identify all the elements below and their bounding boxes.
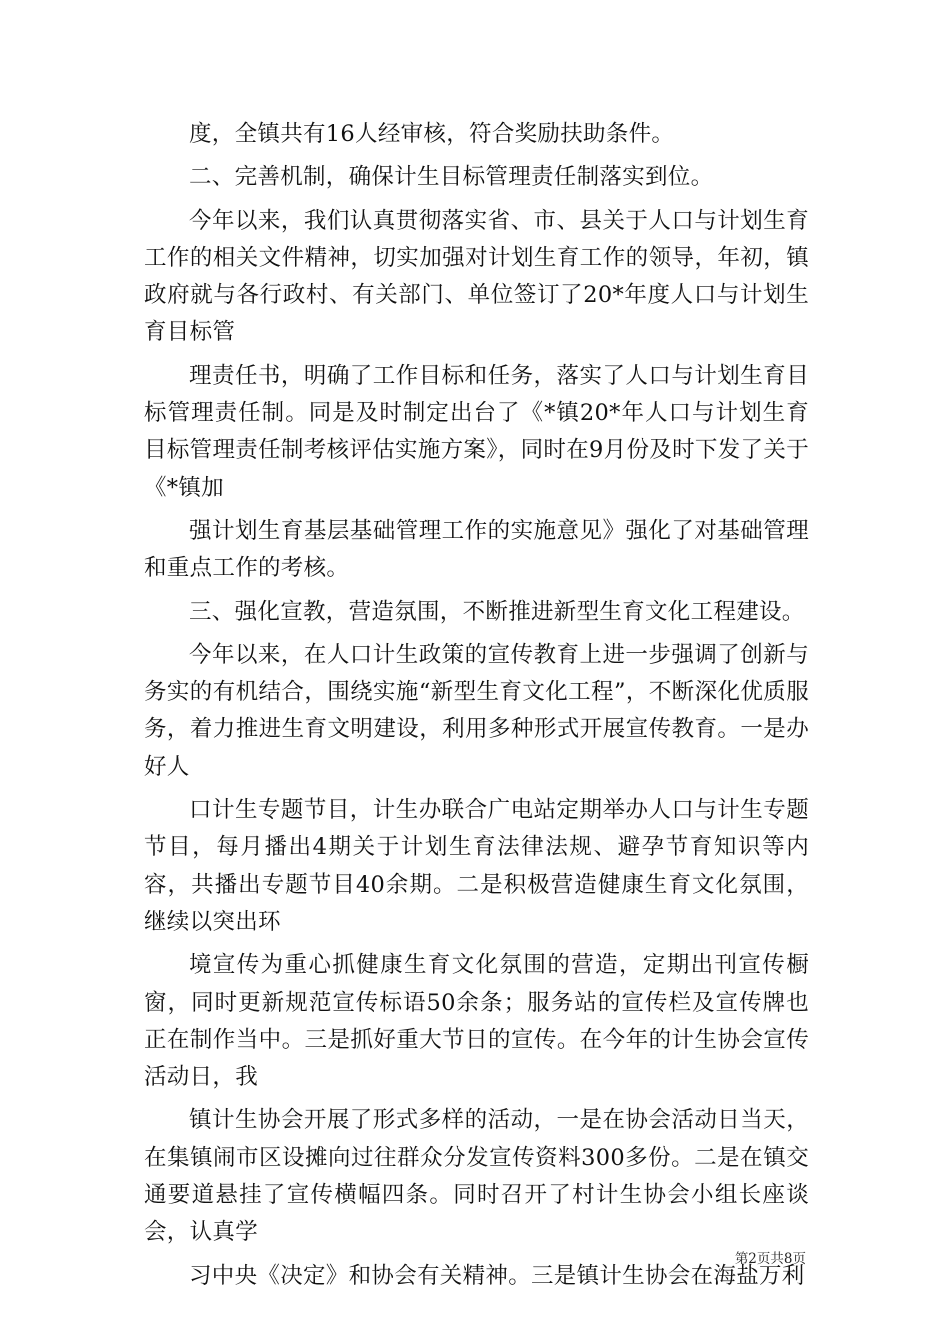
paragraph-3: 今年以来，我们认真贯彻落实省、市、县关于人口与计划生育工作的相关文件精神，切实加强对计划生育工作的领导，年初，镇政府就与各行政村、有关部门、单位签订了20*年度人口与计划生育目标管 [144,207,809,346]
section-heading-2: 二、完善机制，确保计生目标管理责任制落实到位。 [189,164,714,191]
paragraph-10: 镇计生协会开展了形式多样的活动，一是在协会活动日当天，在集镇闹市区设摊向过往群众分发宣传资料300多份。二是在镇交通要道悬挂了宣传横幅四条。同时召开了村计生协会小组长座谈会，认真学 [144,1107,809,1246]
section-heading-3: 三、强化宣教，营造氛围，不断推进新型生育文化工程建设。 [189,598,805,625]
paragraph-9: 境宣传为重心抓健康生育文化氛围的营造，定期出刊宣传橱窗，同时更新规范宣传标语50余条；服务站的宣传栏及宣传牌也正在制作当中。三是抓好重大节日的宣传。在今年的计生协会宣传活动日，我 [144,952,809,1091]
paragraph-1: 度，全镇共有16人经审核，符合奖励扶助条件。 [189,121,675,147]
paragraph-5: 强计划生育基层基础管理工作的实施意见》强化了对基础管理和重点工作的考核。 [144,517,809,582]
paragraph-11: 习中央《决定》和协会有关精神。三是镇计生协会在海盐万利 [189,1262,805,1289]
paragraph-4: 理责任书，明确了工作目标和任务，落实了人口与计划生育目标管理责任制。同是及时制定出台了《*镇20*年人口与计划生育目标管理责任制考核评估实施方案》，同时在9月份及时下发了关于《*镇加 [144,362,809,501]
page-number-footer: 第2页共8页 [734,1251,806,1267]
document-body [144,116,809,1301]
paragraph-7: 今年以来，在人口计生政策的宣传教育上进一步强调了创新与务实的有机结合，围绕实施“新型生育文化工程”，不断深化优质服务，着力推进生育文明建设，利用多种形式开展宣传教育。一是办好人 [144,641,809,780]
paragraph-8: 口计生专题节目，计生办联合广电站定期举办人口与计生专题节目，每月播出4期关于计划生育法律法规、避孕节育知识等内容，共播出专题节目40余期。二是积极营造健康生育文化氛围，继续以突出环 [144,797,809,935]
